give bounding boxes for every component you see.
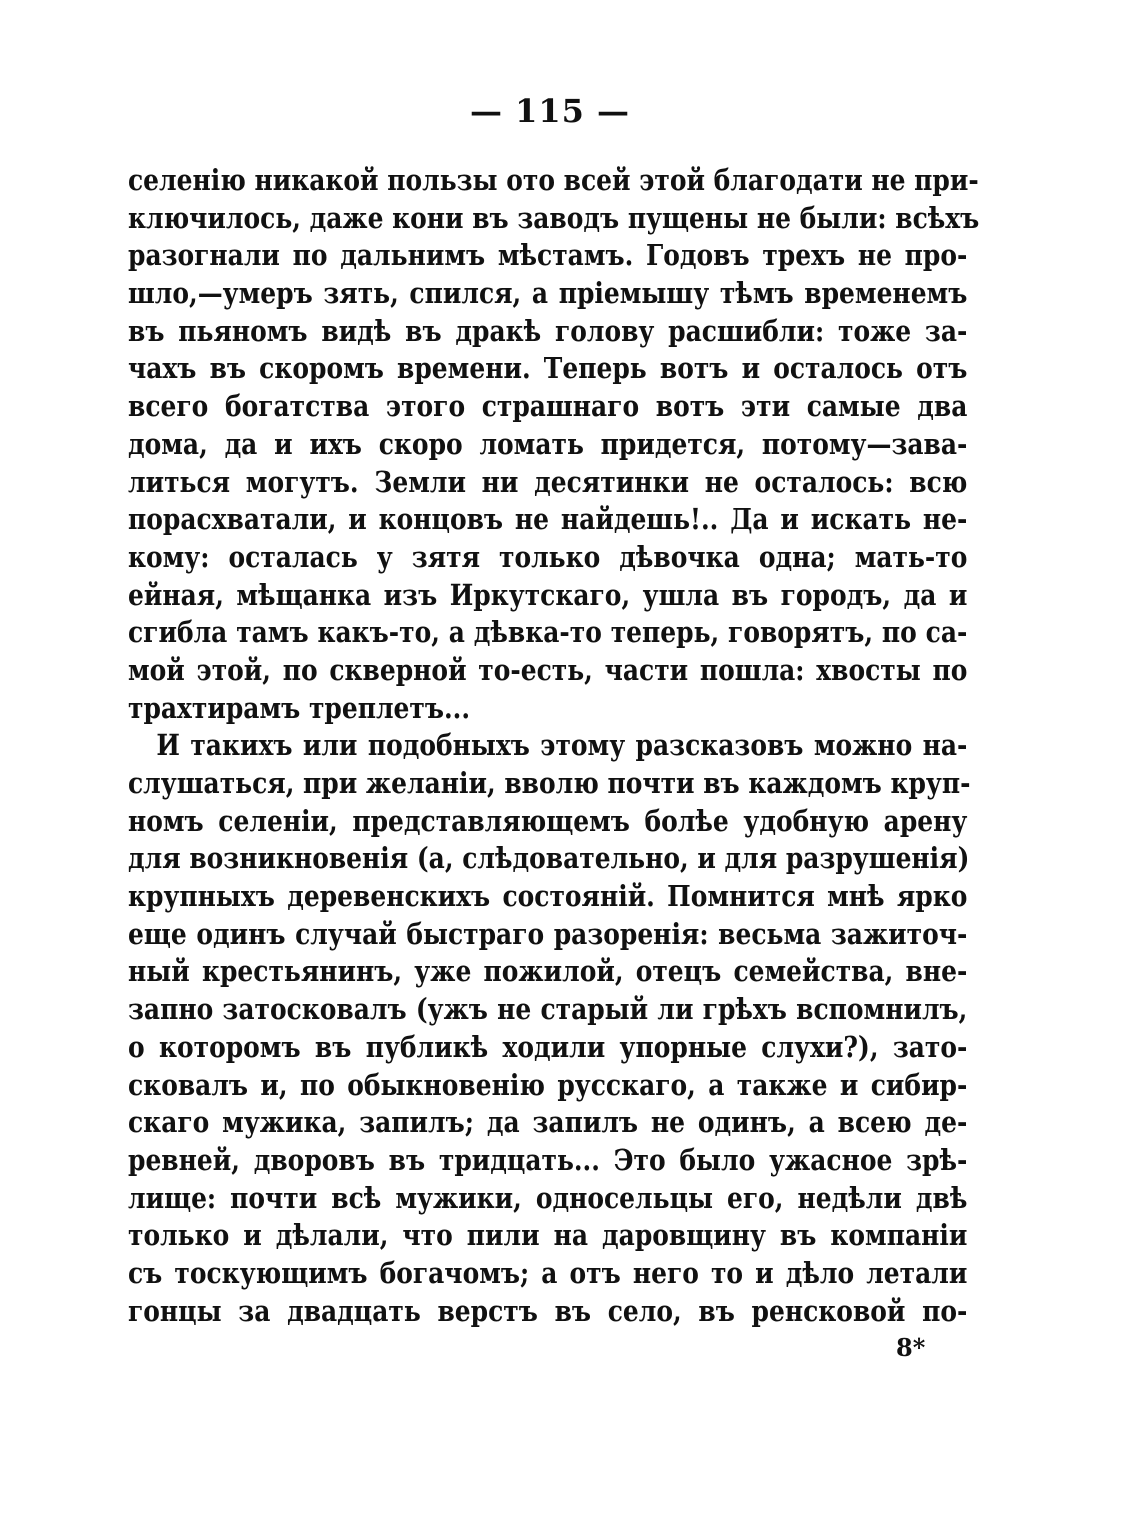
text-line: литься могутъ. Земли ни десятинки не осталось: всю: [128, 464, 968, 499]
text-line: кому: осталась у зятя только дѣвочка одна; мать-то: [128, 539, 968, 574]
text-line: о которомъ въ публикѣ ходили упорные слухи?), зато-: [128, 1029, 968, 1064]
text-line: запно затосковалъ (ужъ не старый ли грѣхъ вспомнилъ,: [128, 992, 968, 1027]
text-line: лище: почти всѣ мужики, односельцы его, недѣли двѣ: [128, 1180, 968, 1215]
text-line: ный крестьянинъ, уже пожилой, отецъ семейства, вне-: [128, 954, 968, 989]
paragraph-start-line: И такихъ или подобныхъ этому разсказовъ можно на-: [156, 728, 968, 763]
text-line: только и дѣлали, что пили на даровщину въ компаніи: [128, 1218, 968, 1253]
text-line: ревней, дворовъ въ тридцать... Это было ужасное зрѣ-: [128, 1142, 968, 1177]
text-line: крупныхъ деревенскихъ состояній. Помнится мнѣ ярко: [128, 879, 968, 914]
text-line: сковалъ и, по обыкновенію русскаго, а также и сибир-: [128, 1067, 968, 1102]
text-line: для возникновенія (а, слѣдовательно, и для разрушенія): [128, 841, 970, 876]
text-line: съ тоскующимъ богачомъ; а отъ него то и дѣло летали: [128, 1255, 968, 1290]
text-line: номъ селеніи, представляющемъ болѣе удобную арену: [128, 803, 968, 838]
text-line: слушаться, при желаніи, вволю почти въ каждомъ круп-: [128, 766, 971, 800]
text-line: разогнали по дальнимъ мѣстамъ. Годовъ трехъ не про-: [128, 238, 968, 273]
text-line: порасхватали, и концовъ не найдешь!.. Да и искать не-: [128, 502, 968, 537]
text-line: шло,—умеръ зять, спился, а пріемышу тѣмъ временемъ: [128, 276, 968, 311]
text-line: дома, да и ихъ скоро ломать придется, потому—зава-: [128, 426, 968, 461]
text-line: мой этой, по скверной то-есть, части пошла: хвосты по: [128, 652, 968, 687]
text-line: сгибла тамъ какъ-то, а дѣвка-то теперь, говорятъ, по са-: [128, 615, 968, 650]
text-line: трахтирамъ треплетъ...: [128, 690, 471, 725]
text-line: селенію никакой пользы ото всей этой благодати не при-: [128, 163, 979, 197]
text-line: гонцы за двадцать верстъ въ село, въ ренсковой по-: [128, 1293, 968, 1328]
page-number: — 115 —: [469, 92, 631, 130]
text-line: всего богатства этого страшнаго вотъ эти самые два: [128, 389, 968, 424]
text-line: скаго мужика, запилъ; да запилъ не одинъ, а всею де-: [128, 1105, 968, 1140]
text-line: въ пьяномъ видѣ въ дракѣ голову расшибли: тоже за-: [128, 313, 968, 348]
text-line: еще одинъ случай быстраго разоренія: весьма зажиточ-: [128, 916, 968, 951]
text-line: ключилось, даже кони въ заводъ пущены не были: всѣхъ: [128, 200, 980, 235]
text-line: ейная, мѣщанка изъ Иркутскаго, ушла въ городъ, да и: [128, 577, 968, 612]
text-line: чахъ въ скоромъ времени. Теперь вотъ и осталось отъ: [128, 351, 968, 386]
body-text: [128, 162, 980, 1330]
signature-mark: 8*: [896, 1333, 926, 1362]
